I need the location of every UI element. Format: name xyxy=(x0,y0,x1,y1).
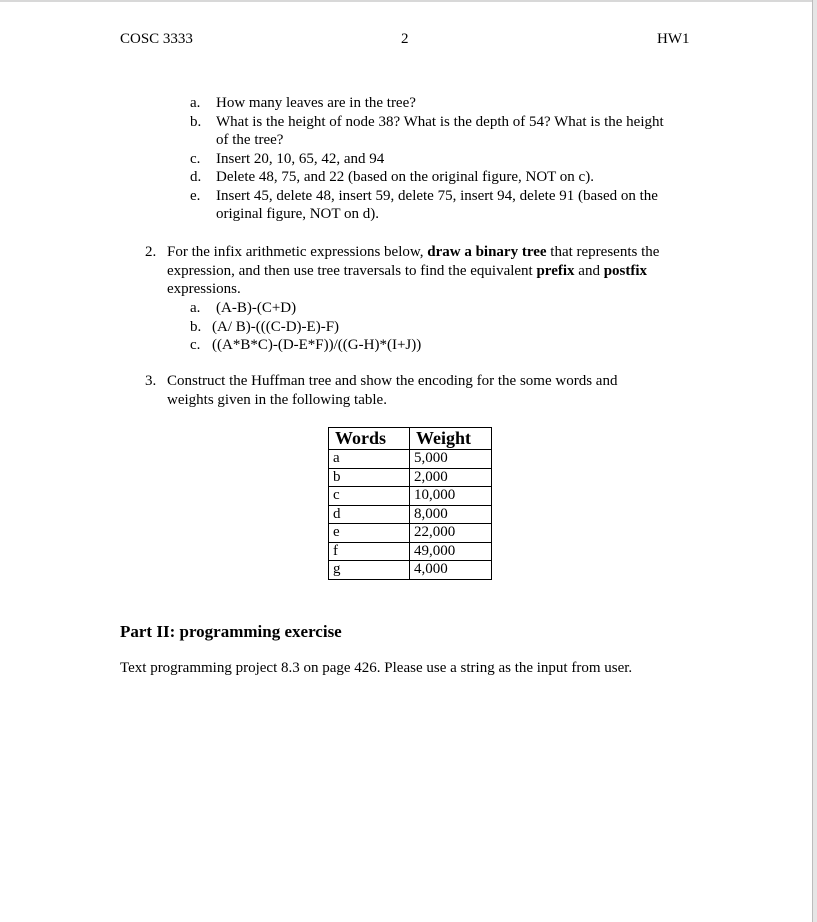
q1-item-e xyxy=(190,187,710,224)
table-row xyxy=(329,487,492,506)
item-text: Insert 45, delete 48, insert 59, delete 75, insert 94, delete 91 (based on the xyxy=(216,187,658,204)
cell-weight: 2,000 xyxy=(410,468,492,487)
header-page-number: 2 xyxy=(401,31,409,47)
cell-weight: 10,000 xyxy=(410,487,492,506)
part2-heading: Part II: programming exercise xyxy=(120,622,342,641)
question-3 xyxy=(145,372,715,409)
item-text: Delete 48, 75, and 22 (based on the original figure, NOT on c). xyxy=(216,169,594,185)
text: Construct the Huffman tree and show the encoding for the some words and xyxy=(167,373,618,389)
q2-list xyxy=(190,299,590,355)
cell-word: e xyxy=(329,524,410,543)
text: that represents the xyxy=(546,244,660,260)
item-label: c. xyxy=(190,150,201,167)
cell-weight: 8,000 xyxy=(410,505,492,524)
table-row xyxy=(329,505,492,524)
expression: ((A*B*C)-(D-E*F))/((G-H)*(I+J)) xyxy=(212,337,422,353)
cell-word: b xyxy=(329,468,410,487)
item-label: a. xyxy=(190,95,201,111)
q2-item-c xyxy=(190,336,590,355)
item-label: d. xyxy=(190,169,202,185)
cell-weight: 49,000 xyxy=(410,542,492,561)
q1-list xyxy=(190,94,710,224)
page-top-edge xyxy=(0,0,817,2)
text: expression, and then use tree traversals to find the equivalent xyxy=(167,262,537,279)
table-row xyxy=(329,561,492,580)
cell-word: g xyxy=(329,561,410,580)
expression: (A-B)-(C+D) xyxy=(216,300,297,316)
part2-text: Text programming project 8.3 on page 426. Please use a string as the input from user. xyxy=(120,660,633,676)
q1-item-a xyxy=(190,94,710,113)
table-row xyxy=(329,468,492,487)
expression: (A/ B)-(((C-D)-E)-F) xyxy=(212,318,340,335)
question-2 xyxy=(145,243,715,299)
item-text: What is the height of node 38? What is the depth of 54? What is the height xyxy=(216,113,664,130)
text: weights given in the following table. xyxy=(167,391,387,408)
item-text: How many leaves are in the tree? xyxy=(216,95,416,111)
cell-word: a xyxy=(329,450,410,469)
cell-word: d xyxy=(329,505,410,524)
table-header-row xyxy=(329,428,492,450)
header-assignment: HW1 xyxy=(657,31,690,47)
question-2-text xyxy=(167,243,715,299)
header-weight: Weight xyxy=(410,428,492,450)
item-label: b. xyxy=(190,113,202,130)
q1-item-d xyxy=(190,168,710,187)
weights-table xyxy=(328,427,492,580)
cell-word: f xyxy=(329,542,410,561)
question-number: 3. xyxy=(145,373,157,389)
scrollbar-edge[interactable] xyxy=(812,0,817,922)
q1-item-c xyxy=(190,150,710,169)
cell-weight: 5,000 xyxy=(410,450,492,469)
question-number: 2. xyxy=(145,244,157,260)
item-text: original figure, NOT on d). xyxy=(216,206,380,222)
bold-text: postfix xyxy=(603,262,648,279)
table-row xyxy=(329,524,492,543)
cell-word: c xyxy=(329,487,410,506)
bold-text: prefix xyxy=(536,262,575,279)
item-label: a. xyxy=(190,300,201,316)
item-label: c. xyxy=(190,337,201,353)
bold-text: draw a binary tree xyxy=(427,244,547,260)
item-text: Insert 20, 10, 65, 42, and 94 xyxy=(216,150,385,167)
q2-item-a xyxy=(190,299,590,318)
item-label: b. xyxy=(190,318,202,335)
q1-item-b xyxy=(190,113,710,150)
text: and xyxy=(574,262,604,279)
cell-weight: 22,000 xyxy=(410,524,492,543)
text: expressions. xyxy=(167,281,241,297)
table-row xyxy=(329,450,492,469)
text: For the infix arithmetic expressions below, xyxy=(167,244,428,260)
item-label: e. xyxy=(190,187,201,204)
q2-item-b xyxy=(190,318,590,337)
table-row xyxy=(329,542,492,561)
cell-weight: 4,000 xyxy=(410,561,492,580)
header-course: COSC 3333 xyxy=(120,31,193,47)
header-words: Words xyxy=(329,428,410,450)
item-text: of the tree? xyxy=(216,132,284,148)
